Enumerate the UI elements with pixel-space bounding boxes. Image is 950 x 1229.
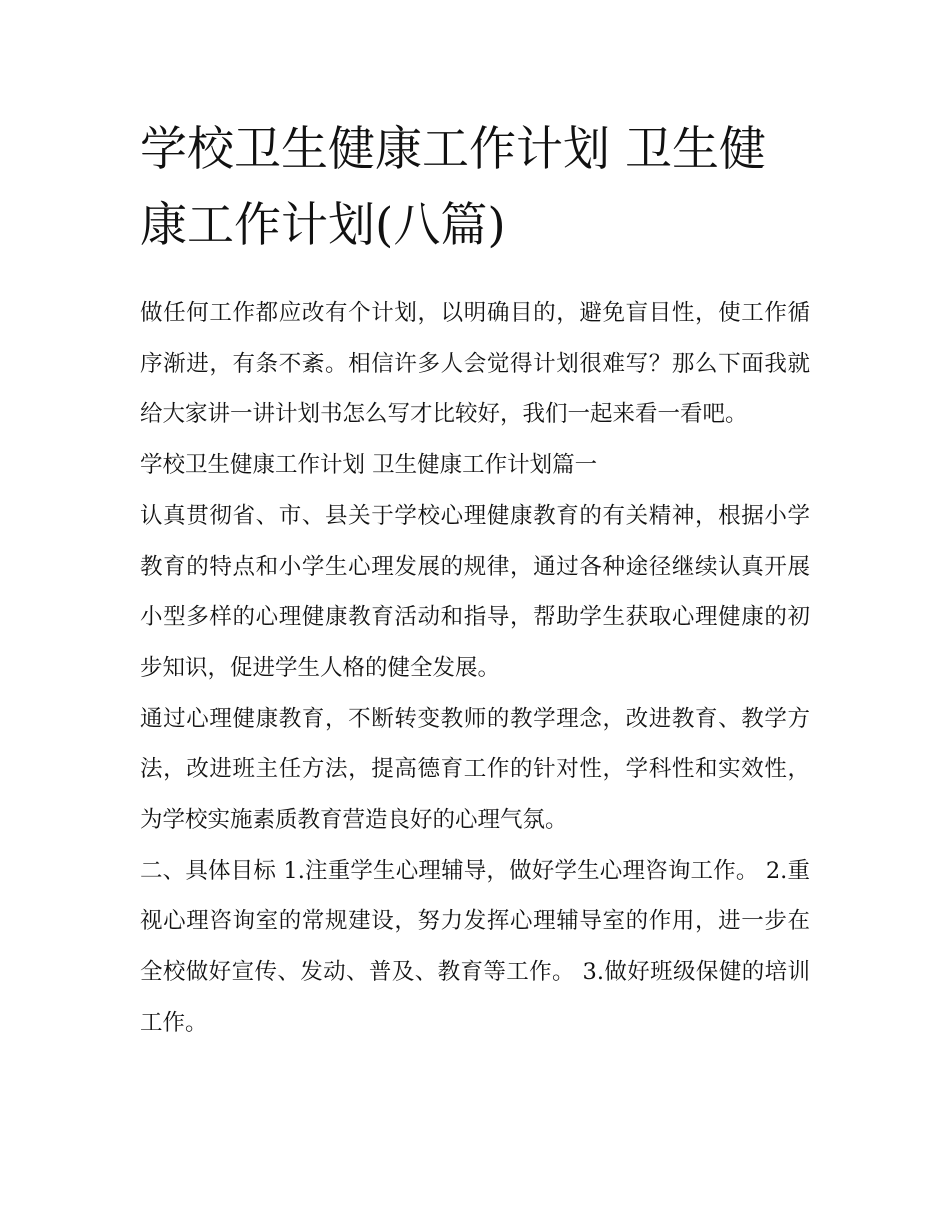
goals-paragraph: 二、具体目标 1.注重学生心理辅导，做好学生心理咨询工作。 2.重视心理咨询室的常规建设，努力发挥心理辅导室的作用，进一步在全校做好宣传、发动、普及、教育等工作。 3.做好班级保健的培训工作。 xyxy=(140,857,810,1036)
intro-paragraph: 做任何工作都应改有个计划，以明确目的，避免盲目性，使工作循序渐进，有条不紊。相信许多人会觉得计划很难写？那么下面我就给大家讲一讲计划书怎么写才比较好，我们一起来看一看吧。 xyxy=(140,300,810,428)
section-heading: 学校卫生健康工作计划 卫生健康工作计划篇一 xyxy=(140,452,598,479)
body-paragraph: 认真贯彻省、市、县关于学校心理健康教育的有关精神，根据小学教育的特点和小学生心理发展的规律，通过各种途径继续认真开展小型多样的心理健康教育活动和指导，帮助学生获取心理健康的初步知识，促进学生人格的健全发展。 xyxy=(140,502,810,681)
document-body xyxy=(140,288,810,1049)
document-title: 学校卫生健康工作计划 卫生健康工作计划(八篇) xyxy=(140,122,766,253)
body-paragraph: 通过心理健康教育，不断转变教师的教学理念，改进教育、教学方法，改进班主任方法，提高德育工作的针对性，学科性和实效性，为学校实施素质教育营造良好的心理气氛。 xyxy=(140,705,810,834)
